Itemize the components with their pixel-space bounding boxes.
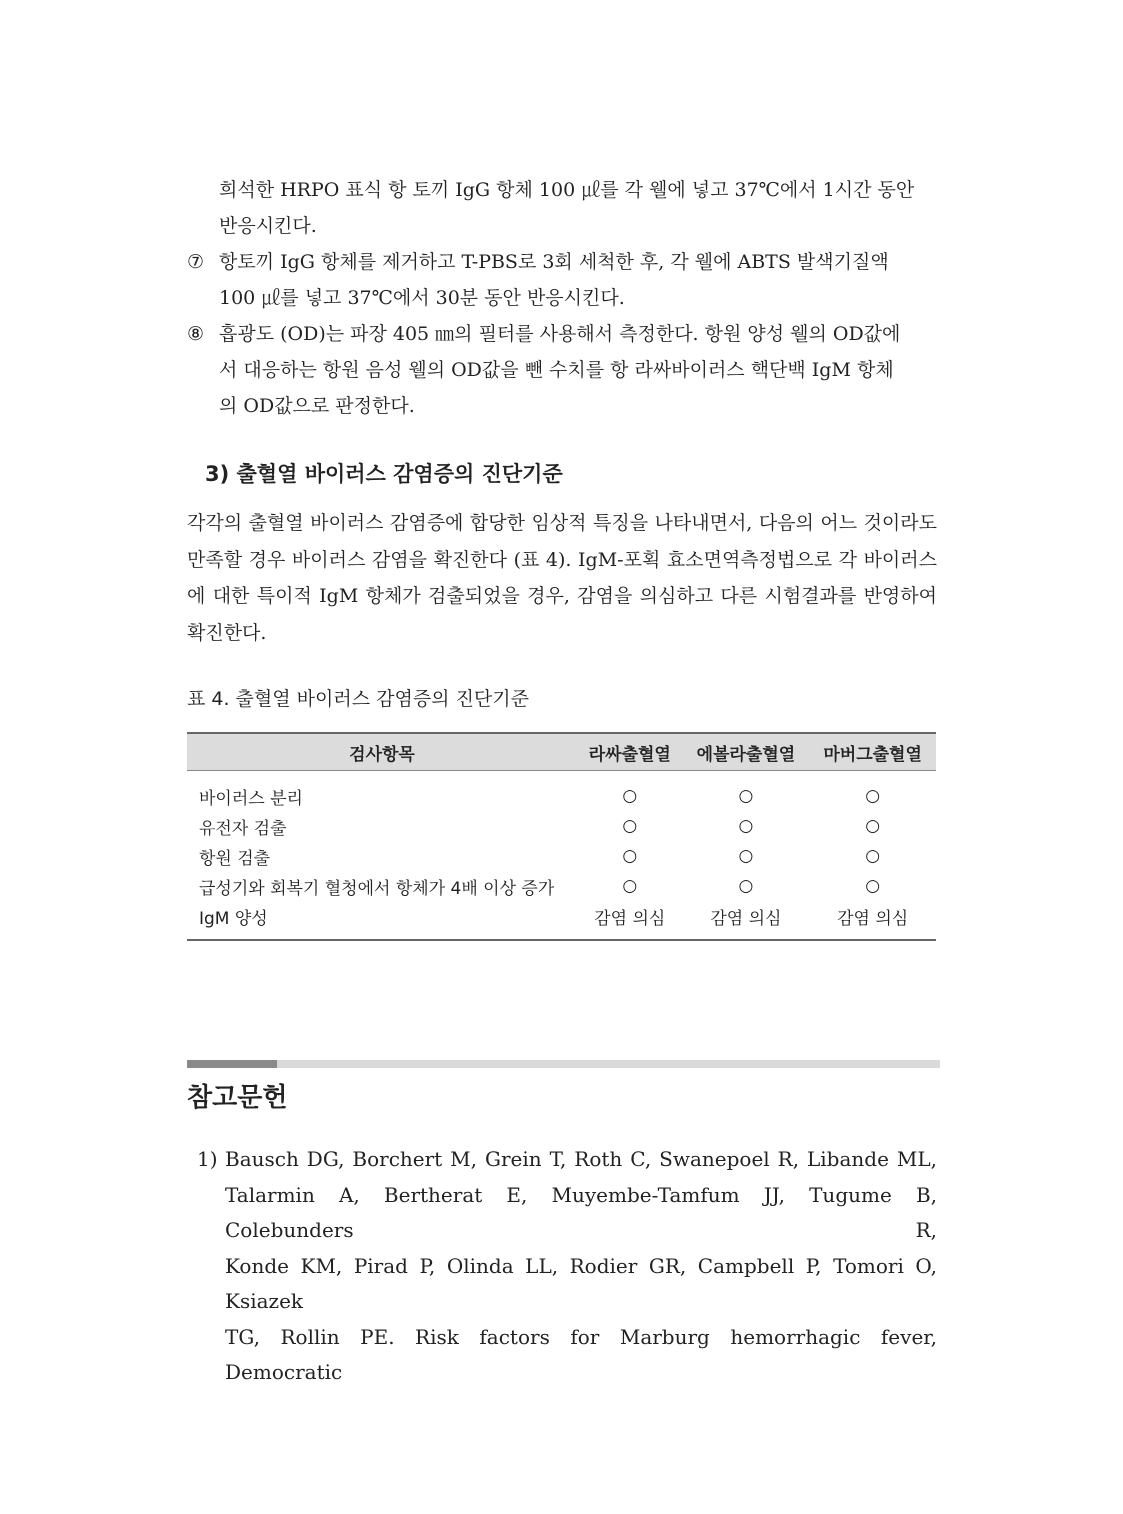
reference-number: 1) bbox=[197, 1147, 218, 1171]
header-lassa: 라싸출혈열 bbox=[577, 733, 683, 771]
cell-lassa: ○ bbox=[622, 786, 638, 806]
table-caption: 표 4. 출혈열 바이러스 감염증의 진단기준 bbox=[187, 688, 529, 710]
reference-line: Konde KM, Pirad P, Olinda LL, Rodier GR, Campbell P, Tomori O, Ksiazek bbox=[225, 1253, 937, 1313]
reference-line: TG, Rollin PE. Risk factors for Marburg hemorrhagic fever, Democratic bbox=[225, 1324, 937, 1384]
table-row bbox=[187, 901, 936, 940]
step-line: 100 ㎕를 넣고 37℃에서 30분 동안 반응시킨다. bbox=[219, 287, 625, 309]
cell-ebola: ○ bbox=[738, 816, 754, 836]
row-item: IgM 양성 bbox=[187, 901, 577, 940]
step-line: 의 OD값으로 판정한다. bbox=[219, 395, 415, 417]
cell-ebola: ○ bbox=[738, 876, 754, 896]
row-item: 바이러스 분리 bbox=[199, 788, 303, 809]
cell-lassa: ○ bbox=[622, 876, 638, 896]
cell-marburg: ○ bbox=[865, 816, 881, 836]
reference-line: Talarmin A, Bertherat E, Muyembe-Tamfum JJ, Tugume B, Colebunders R, bbox=[225, 1182, 937, 1242]
cell-marburg: ○ bbox=[865, 876, 881, 896]
table-row bbox=[187, 841, 936, 871]
step-number: ⑧ bbox=[187, 323, 205, 345]
header-marburg: 마버그출혈열 bbox=[809, 733, 936, 771]
table-row bbox=[187, 771, 936, 812]
row-item: 항원 검출 bbox=[199, 848, 271, 869]
cell-ebola: ○ bbox=[738, 846, 754, 866]
divider-accent bbox=[187, 1060, 277, 1068]
step-line: 서 대응하는 항원 음성 웰의 OD값을 뺀 수치를 항 라싸바이러스 핵단백 IgM 항체 bbox=[219, 359, 894, 381]
continuation-line: 희석한 HRPO 표식 항 토끼 IgG 항체 100 ㎕를 각 웰에 넣고 37℃에서 1시간 동안 bbox=[219, 179, 915, 201]
section-divider-bar bbox=[187, 1060, 940, 1068]
step-line: 흡광도 (OD)는 파장 405 ㎚의 필터를 사용해서 측정한다. 항원 양성 웰의 OD값에 bbox=[219, 323, 901, 345]
row-item: 유전자 검출 bbox=[199, 818, 287, 839]
diagnostic-criteria-table bbox=[187, 732, 936, 941]
table-row bbox=[187, 811, 936, 841]
cell-marburg: ○ bbox=[865, 786, 881, 806]
table-header-row bbox=[187, 733, 936, 771]
continuation-line: 반응시킨다. bbox=[219, 215, 317, 237]
cell-lassa: ○ bbox=[622, 816, 638, 836]
cell-lassa: ○ bbox=[622, 846, 638, 866]
step-line: 항토끼 IgG 항체를 제거하고 T-PBS로 3회 세척한 후, 각 웰에 ABTS 발색기질액 bbox=[219, 251, 889, 273]
header-test-item: 검사항목 bbox=[187, 733, 577, 771]
references-heading: 참고문헌 bbox=[187, 1083, 288, 1113]
procedure-continuation bbox=[187, 172, 937, 244]
section-body: 각각의 출혈열 바이러스 감염증에 합당한 임상적 특징을 나타내면서, 다음의 어느 것이라도 만족할 경우 바이러스 감염을 확진한다 (표 4). IgM-포획 효소면역측정법으로 각 바이러스에 대한 특이적 IgM 항체가 검출되었을 경우, 감염을 의심하고 다른 시험결과를 반영하여 확진한다. bbox=[187, 512, 937, 644]
cell-marburg: ○ bbox=[865, 846, 881, 866]
row-item: 급성기와 회복기 혈청에서 항체가 4배 이상 증가 bbox=[199, 878, 555, 899]
cell-ebola: ○ bbox=[738, 786, 754, 806]
reference-line: Bausch DG, Borchert M, Grein T, Roth C, Swanepoel R, Libande ML, bbox=[225, 1147, 937, 1171]
reference-item bbox=[197, 1142, 937, 1391]
procedure-step-8 bbox=[187, 316, 937, 424]
cell-marburg: 감염 의심 bbox=[809, 901, 936, 940]
cell-ebola: 감염 의심 bbox=[683, 901, 810, 940]
section-title: 3) 출혈열 바이러스 감염증의 진단기준 bbox=[205, 462, 563, 486]
step-number: ⑦ bbox=[187, 251, 205, 273]
cell-lassa: 감염 의심 bbox=[577, 901, 683, 940]
header-ebola: 에볼라출혈열 bbox=[683, 733, 810, 771]
table-row bbox=[187, 871, 936, 901]
procedure-step-7 bbox=[187, 244, 937, 316]
